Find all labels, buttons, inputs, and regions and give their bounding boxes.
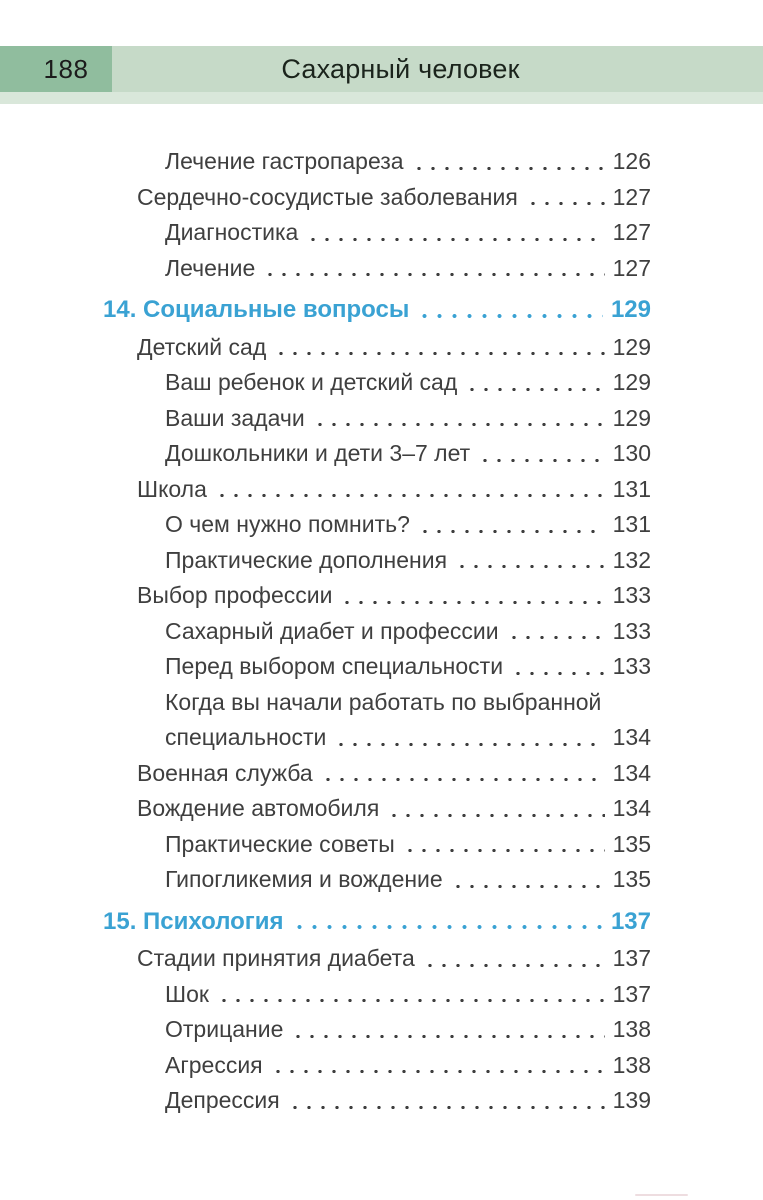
toc-entry-page: 137 [612,945,651,971]
toc-entry-page: 129 [612,404,651,431]
page-number: 188 [43,53,89,84]
toc-entry-title: Диагностика [165,219,299,245]
dot-leader [417,292,603,328]
toc-entry [103,330,651,366]
toc-entry [103,578,651,614]
book-title: Сахарный человек [281,53,520,84]
toc-entry-title: Депрессия [165,1087,280,1113]
toc-entry-page: 138 [612,1016,651,1042]
toc-entry-page: 138 [612,1051,651,1078]
dot-leader [271,1048,605,1084]
running-title-block [112,46,763,92]
toc-entry [103,1083,651,1119]
toc-entry-title: Стадии принятия диабета [137,945,415,971]
toc-entry [103,215,651,251]
toc-entry [103,941,651,977]
toc-entry-title: Сахарный диабет и профессии [165,617,499,644]
toc-entry-page: 129 [610,296,651,323]
toc-entry-title: Школа [137,475,207,502]
toc-entry-title: Лечение гастропареза [165,148,404,174]
toc-entry [103,365,651,401]
toc-entry-title: Практические советы [165,830,395,857]
dot-leader [478,436,604,472]
running-header [0,46,763,92]
dot-leader [291,1012,604,1048]
toc-entry [103,977,651,1013]
toc-entry-title: Агрессия [165,1051,263,1078]
toc-entry [103,180,651,216]
toc-entry [103,292,651,328]
toc-entry-title: Шок [165,980,209,1007]
toc-entry [103,472,651,508]
bottom-right-artifact [635,1194,688,1196]
dot-leader [451,862,605,898]
toc-entry-title: Выбор профессии [137,582,333,608]
dot-leader [288,1083,605,1119]
dot-leader [274,330,604,366]
toc-entry-title: Военная служба [137,759,313,786]
toc-entry-page: 139 [612,1087,651,1113]
dot-leader [507,614,605,650]
dot-leader [321,756,605,792]
dot-leader [526,180,605,216]
toc-entry-title: Перед выбором специальности [165,653,504,679]
toc-entry-page: 133 [612,653,651,679]
header-accent-strip [0,92,763,104]
toc-entry-page: 127 [612,183,651,210]
toc-entry-title: Вождение автомобиля [137,795,380,821]
dot-leader [215,472,605,508]
toc-entry-title: Гипогликемия и вождение [165,866,443,892]
toc-entry-page: 137 [612,980,651,1007]
dot-leader [455,543,605,579]
toc-entry-page: 129 [612,333,651,360]
toc-entry [103,685,651,721]
toc-entry [103,791,651,827]
toc-entry [103,649,651,685]
toc-entry-page: 131 [612,511,651,537]
toc-entry [103,720,651,756]
dot-leader [465,365,604,401]
toc-entry-title: Практические дополнения [165,546,448,573]
toc-entry-title: Ваши задачи [165,404,305,431]
toc-entry [103,436,651,472]
page-number-block [0,46,112,92]
toc-entry-page: 129 [612,369,651,395]
toc-entry [103,144,651,180]
toc-entry [103,401,651,437]
toc-entry-page: 133 [612,582,651,608]
toc-entry [103,1012,651,1048]
toc-entry-title: Когда вы начали работать по выбранной [165,688,602,715]
toc-entry-page: 127 [612,254,651,281]
toc-entry [103,756,651,792]
toc-entry [103,1048,651,1084]
dot-leader [340,578,604,614]
dot-leader [423,941,605,977]
table-of-contents [103,144,651,1119]
toc-entry-page: 127 [612,219,651,245]
toc-entry-page: 131 [612,475,651,502]
toc-entry-page: 135 [612,866,651,892]
toc-entry-page: 134 [612,724,651,750]
toc-entry [103,827,651,863]
toc-entry-title: О чем нужно помнить? [165,511,410,537]
toc-entry-title: Лечение [165,254,256,281]
toc-entry [103,904,651,940]
toc-entry-page: 126 [612,148,651,174]
dot-leader [313,401,605,437]
toc-entry-page: 133 [612,617,651,644]
dot-leader [403,827,605,863]
toc-entry-title: Отрицание [165,1016,284,1042]
toc-entry-title: 14. Социальные вопросы [103,296,410,323]
toc-entry [103,251,651,287]
dot-leader [334,720,604,756]
dot-leader [418,507,605,543]
toc-entry-title: 15. Психология [103,907,284,935]
dot-leader [511,649,605,685]
toc-entry-page: 137 [610,907,651,935]
toc-entry-page: 135 [612,830,651,857]
toc-entry-page: 134 [612,759,651,786]
toc-entry-page: 130 [612,440,651,466]
dot-leader [306,215,604,251]
dot-leader [217,977,605,1013]
dot-leader [412,144,605,180]
dot-leader [292,904,603,940]
toc-entry-title: специальности [165,724,327,750]
toc-entry-title: Ваш ребенок и детский сад [165,369,458,395]
toc-entry [103,862,651,898]
toc-entry-title: Детский сад [137,333,267,360]
dot-leader [387,791,604,827]
toc-entry [103,507,651,543]
toc-entry-page: 134 [612,795,651,821]
toc-entry-title: Сердечно-сосудистые заболевания [137,183,518,210]
toc-entry [103,543,651,579]
toc-entry-page: 132 [612,546,651,573]
dot-leader [263,251,604,287]
toc-entry-title: Дошкольники и дети 3–7 лет [165,440,471,466]
toc-entry [103,614,651,650]
